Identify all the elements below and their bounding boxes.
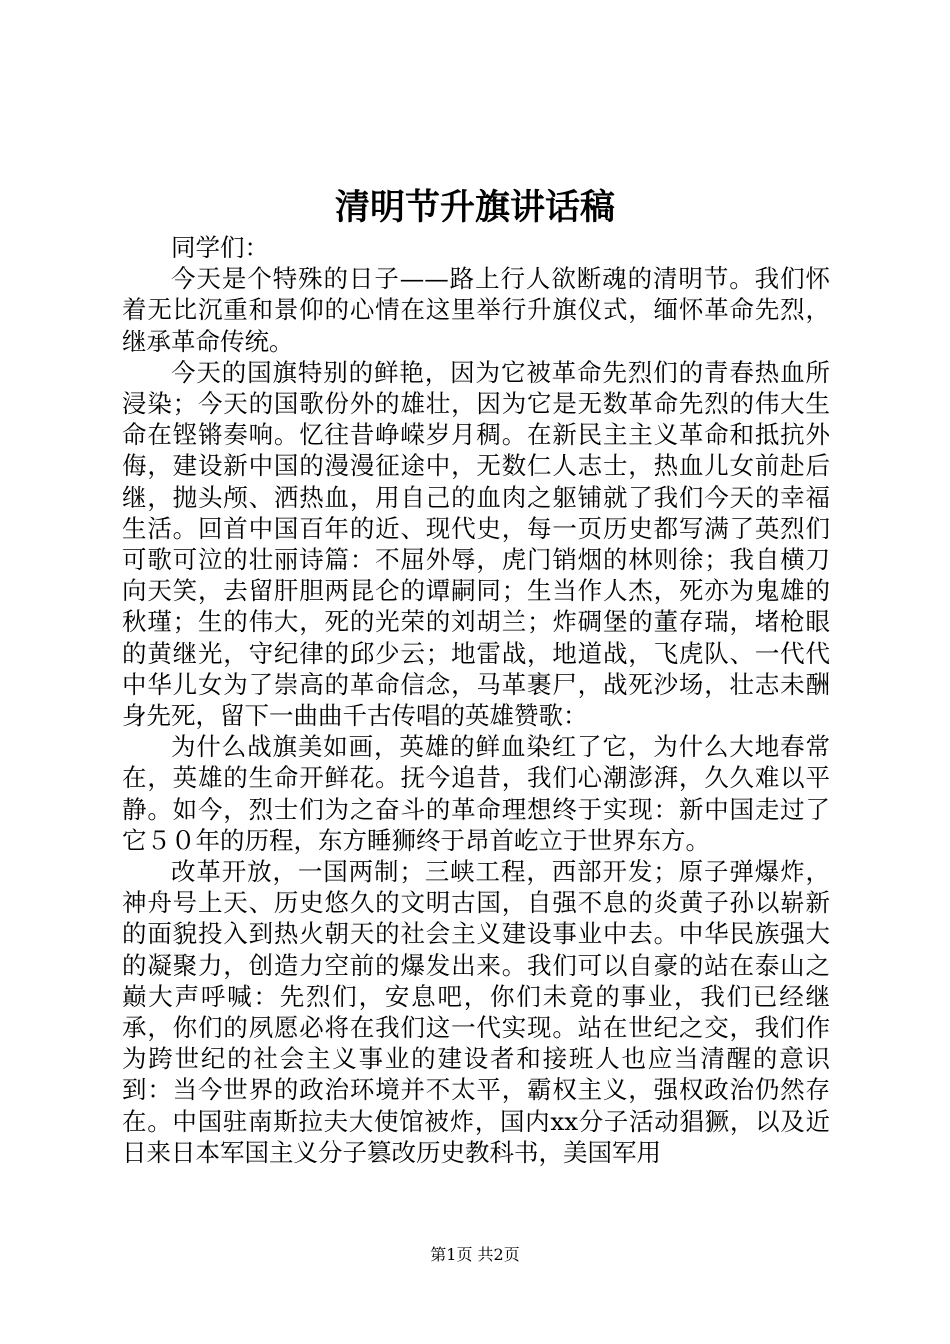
document-body xyxy=(122,232,830,1168)
paragraph: 今天的国旗特别的鲜艳，因为它被革命先烈们的青春热血所浸染；今天的国歌份外的雄壮，因为它是无数革命先烈的伟大生命在铿锵奏响。忆往昔峥嵘岁月稠。在新民主主义革命和抵抗外侮，建设新中国的漫漫征途中，无数仁人志士，热血儿女前赴后继，抛头颅、洒热血，用自己的血肉之躯铺就了我们今天的幸福生活。回首中国百年的近、现代史，每一页历史都写满了英烈们可歌可泣的壮丽诗篇：不屈外辱，虎门销烟的林则徐；我自横刀向天笑，去留肝胆两昆仑的谭嗣同；生当作人杰，死亦为鬼雄的秋瑾；生的伟大，死的光荣的刘胡兰；炸碉堡的董存瑞，堵枪眼的黄继光，守纪律的邱少云；地雷战，地道战，飞虎队、一代代中华儿女为了崇高的革命信念，马革裹尸，战死沙场，壮志未酬身先死，留下一曲曲千古传唱的英雄赞歌： xyxy=(122,357,830,731)
document-title: 清明节升旗讲话稿 xyxy=(334,187,615,228)
paragraph: 今天是个特殊的日子——路上行人欲断魂的清明节。我们怀着无比沉重和景仰的心情在这里举行升旗仪式，缅怀革命先烈，继承革命传统。 xyxy=(122,264,830,356)
salutation: 同学们： xyxy=(171,233,269,262)
page-footer: 第1页 共2页 xyxy=(430,1245,520,1264)
paragraph: 改革开放，一国两制；三峡工程，西部开发；原子弹爆炸，神舟号上天、历史悠久的文明古国，自强不息的炎黄子孙以崭新的面貌投入到热火朝天的社会主义建设事业中去。中华民族强大的凝聚力，创造力空前的爆发出来。我们可以自豪的站在泰山之巅大声呼喊：先烈们，安息吧，你们未竟的事业，我们已经继承，你们的夙愿必将在我们这一代实现。站在世纪之交，我们作为跨世纪的社会主义事业的建设者和接班人也应当清醒的意识到：当今世界的政治环境并不太平，霸权主义，强权政治仍然存在。中国驻南斯拉夫大使馆被炸，国内xx分子活动猖獗，以及近日来日本军国主义分子篡改历史教科书，美国军用 xyxy=(122,857,830,1167)
paragraph: 为什么战旗美如画，英雄的鲜血染红了它，为什么大地春常在，英雄的生命开鲜花。抚今追昔，我们心潮澎湃，久久难以平静。如今，烈士们为之奋斗的革命理想终于实现：新中国走过了它５０年的历程，东方睡狮终于昂首屹立于世界东方。 xyxy=(122,732,830,855)
